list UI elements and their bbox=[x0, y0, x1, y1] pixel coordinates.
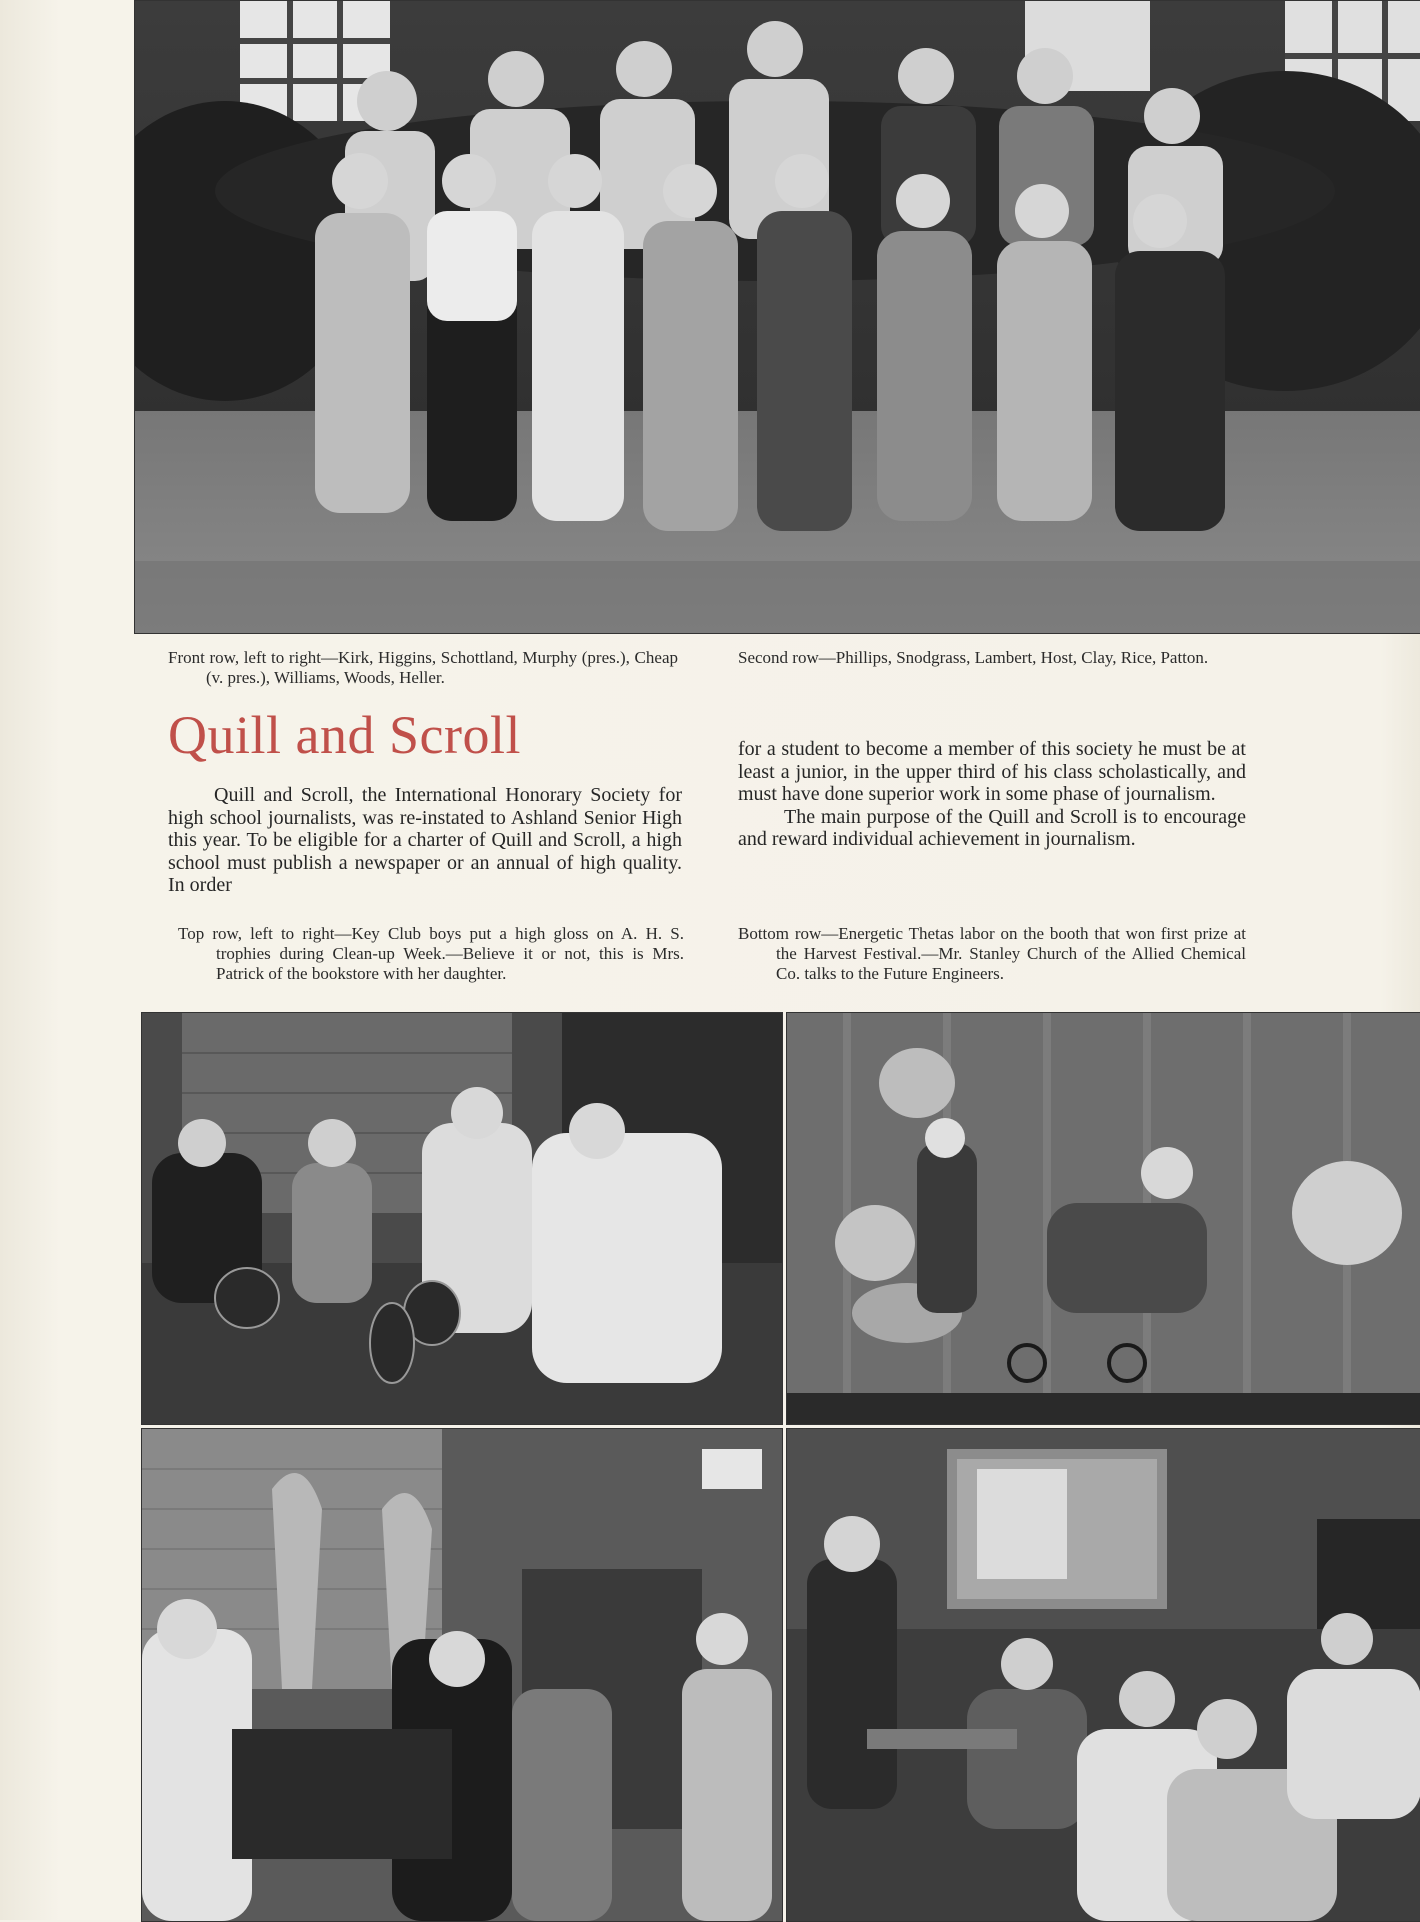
top-row-photos-caption-text: Top row, left to right—Key Club boys put a high gloss on A. H. S. trophies during Clean-up Week.—Believe it or not, this is Mrs. Patrick of the bookstore with her daughter. bbox=[178, 924, 684, 983]
article-column-2 bbox=[738, 738, 1246, 851]
front-row-caption-text: Front row, left to right—Kirk, Higgins, Schottland, Murphy (pres.), Cheap (v. pres.), Williams, Woods, Heller. bbox=[168, 648, 678, 687]
bottom-row-photos-caption-text: Bottom row—Energetic Thetas labor on the booth that won first prize at the Harvest Festival.—Mr. Stanley Church of the Allied Chemical Co. talks to the Future Engineers. bbox=[738, 924, 1246, 983]
second-row-caption-text: Second row—Phillips, Snodgrass, Lambert, Host, Clay, Rice, Patton. bbox=[738, 648, 1209, 667]
article-paragraph-1-part-1: Quill and Scroll, the International Honorary Society for high school journalists, was re-instated to Ashland Senior High this year. To be eligible for a charter of Quill and Scroll, a high school must publish a newspaper or an annual of high quality. In order bbox=[168, 784, 682, 896]
photo-future-engineers bbox=[786, 1428, 1420, 1922]
top-row-photos-caption bbox=[178, 924, 684, 984]
photo-mrs-patrick-clowns bbox=[786, 1012, 1420, 1425]
article-title: Quill and Scroll bbox=[168, 705, 521, 765]
group-photo-quill-and-scroll bbox=[134, 0, 1420, 634]
article-column-1 bbox=[168, 784, 682, 897]
photo-key-club-trophies bbox=[141, 1012, 783, 1425]
second-row-caption bbox=[738, 648, 1248, 668]
article-paragraph-1-part-2: for a student to become a member of this society he must be at least a junior, in the upper third of his class scholastically, and must have done superior work in some phase of journalism. bbox=[738, 738, 1246, 805]
bottom-row-photos-caption bbox=[738, 924, 1246, 984]
article-paragraph-2: The main purpose of the Quill and Scroll is to encourage and reward individual achievement in journalism. bbox=[738, 805, 1246, 850]
front-row-caption bbox=[168, 648, 678, 688]
photo-thetas-booth bbox=[141, 1428, 783, 1922]
